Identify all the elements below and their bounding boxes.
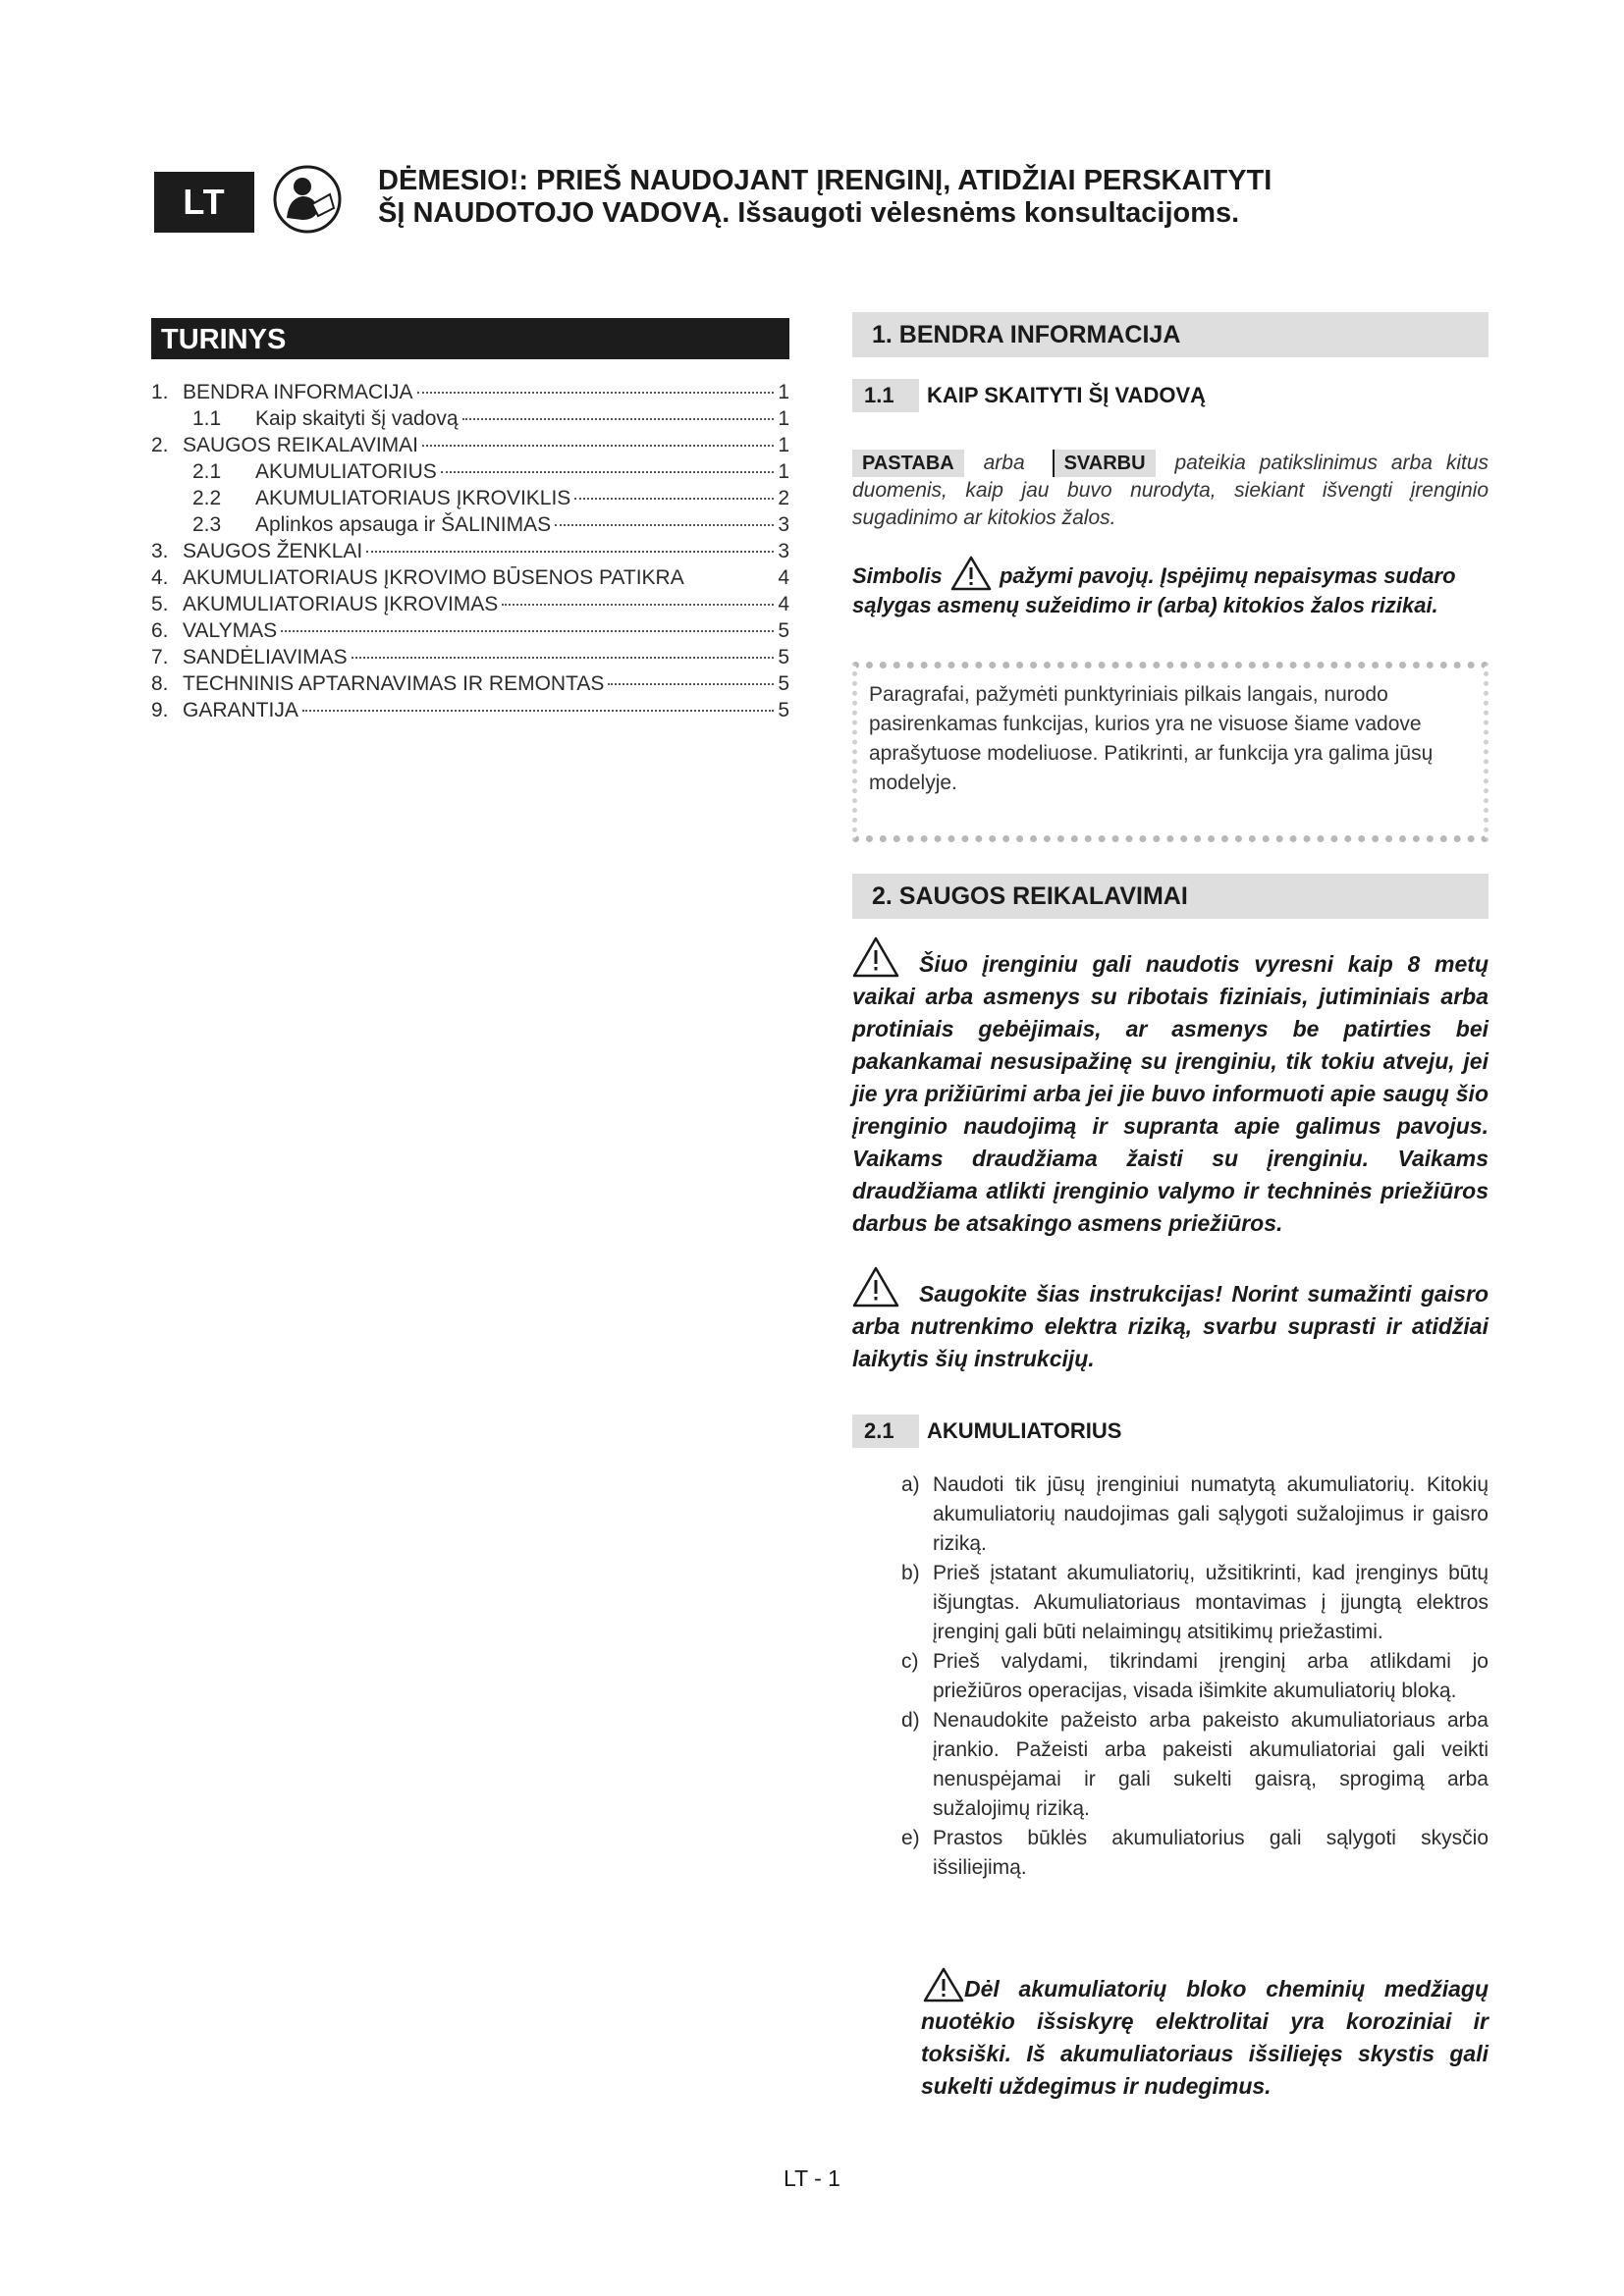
- list-item-letter: d): [901, 1709, 920, 1732]
- toc-item[interactable]: [151, 434, 789, 460]
- note-text: pateikia patikslinimus arba kitus duomenis, kaip jau buvo nurodyta, siekiant išvengti įrenginio sugadinimo ar kitokios žalos.: [852, 452, 1489, 529]
- toc-item-label: GARANTIJA: [183, 699, 298, 721]
- list-item-text: Nenaudokite pažeisto arba pakeisto akumuliatoriaus arba įrankio. Pažeisti arba pakeisti akumuliatoriai gali veikti nenuspėjamai ir gali sukelti gaisrą, sprogimą arba sužalojimų riziką.: [933, 1709, 1489, 1820]
- list-item-letter: c): [901, 1650, 919, 1673]
- toc-item[interactable]: [151, 619, 789, 646]
- symbol-paragraph: [852, 556, 1489, 620]
- subsection-1-1-heading: [852, 379, 1206, 412]
- warning-children-text: Šiuo įrenginiu gali naudotis vyresni kaip 8 metų vaikai arba asmenys su ribotais fiziniais, jutiminiais arba protiniais gebėjimais, ar asmenys be patirties bei pakankamai nesusipažinę su įrenginiu, tik tokiu atveju, jei jie yra prižiūrimi arba jei jie buvo informuoti apie saugų šio įrenginio naudojimą ir supranta apie galimus pavojus. Vaikams draudžiama žaisti su įrenginiu. Vaikams draudžiama atlikti įrenginio valymo ir techninės priežiūros darbus be atsakingo asmens priežiūros.: [852, 951, 1489, 1236]
- toc-item-number: 8.: [151, 672, 169, 695]
- warning-paragraph-instructions: [852, 1266, 1489, 1375]
- toc-leader-dots: [281, 630, 774, 632]
- battery-rules-list: [901, 1470, 1489, 1883]
- toc-item-number: 7.: [151, 646, 169, 668]
- header-title-line1: DĖMESIO!: PRIEŠ NAUDOJANT ĮRENGINĮ, ATIDŽIAI PERSKAITYTI: [378, 165, 1272, 196]
- toc-item[interactable]: [151, 672, 789, 699]
- toc-item-label: BENDRA INFORMACIJA: [183, 381, 413, 403]
- note-word-or: arba: [983, 452, 1025, 474]
- toc-item-label: SAUGOS ŽENKLAI: [183, 540, 363, 562]
- toc-item-label: AKUMULIATORIAUS ĮKROVIMO BŪSENOS PATIKRA: [183, 566, 684, 589]
- toc-item-label: TECHNINIS APTARNAVIMAS IR REMONTAS: [183, 672, 605, 695]
- toc-item[interactable]: [151, 487, 789, 513]
- toc-leader-dots: [555, 524, 774, 526]
- toc-item-page: 5: [778, 646, 789, 668]
- toc-item-page: 1: [778, 381, 789, 403]
- toc-item-page: 4: [778, 566, 789, 589]
- list-item-letter: e): [901, 1827, 920, 1849]
- toc-item[interactable]: [151, 566, 789, 593]
- warning-instructions-text: Saugokite šias instrukcijas! Norint sumažinti gaisro arba nutrenkimo elektra riziką, svarbu suprasti ir atidžiai laikytis šių instrukcijų.: [852, 1281, 1489, 1371]
- list-item: [901, 1559, 1489, 1647]
- toc-item-label: AKUMULIATORIAUS ĮKROVIMAS: [183, 593, 499, 615]
- toc-item-label: VALYMAS: [183, 619, 278, 642]
- toc-leader-dots: [417, 392, 775, 394]
- toc-leader-dots: [608, 683, 774, 685]
- toc-leader-dots: [574, 498, 774, 500]
- toc-item-number: 6.: [151, 619, 169, 642]
- list-item: [901, 1706, 1489, 1824]
- toc-leader-dots: [422, 445, 774, 447]
- list-item: [901, 1470, 1489, 1559]
- toc-item[interactable]: [151, 540, 789, 566]
- toc-item-page: 4: [778, 593, 789, 615]
- chemical-warning-paragraph: [921, 1967, 1489, 2103]
- toc-item-number: 5.: [151, 593, 169, 615]
- subsection-number: 2.1: [852, 1415, 919, 1448]
- warning-triangle-icon: [923, 1967, 964, 2002]
- subsection-title: KAIP SKAITYTI ŠĮ VADOVĄ: [927, 383, 1207, 407]
- warning-paragraph-children: [852, 936, 1489, 1240]
- page-number: LT - 1: [784, 2165, 840, 2191]
- toc-leader-dots: [366, 551, 774, 553]
- warning-triangle-icon: [950, 556, 992, 591]
- toc-item-number: 2.: [151, 434, 169, 456]
- toc-item-label: Kaip skaityti šį vadovą: [255, 407, 459, 430]
- toc-item-number: 4.: [151, 566, 169, 589]
- read-manual-icon: [273, 165, 342, 234]
- toc-leader-dots: [352, 657, 775, 659]
- list-item-text: Prieš valydami, tikrindami įrenginį arba atlikdami jo priežiūros operacijas, visada išimkite akumuliatorių bloką.: [933, 1650, 1489, 1702]
- toc-item-page: 3: [778, 513, 789, 536]
- toc-item[interactable]: [151, 513, 789, 540]
- header-title: [378, 165, 1340, 230]
- toc-item-label: AKUMULIATORIAUS ĮKROVIKLIS: [255, 487, 571, 509]
- note-paragraph: [852, 450, 1489, 532]
- toc-item-label: SANDĖLIAVIMAS: [183, 646, 348, 668]
- symbol-before-text: Simbolis: [852, 563, 943, 588]
- section-2-heading: 2. SAUGOS REIKALAVIMAI: [852, 874, 1489, 919]
- toc-leader-dots: [462, 418, 775, 420]
- toc-item-page: 2: [778, 487, 789, 509]
- header-title-line2: ŠĮ NAUDOTOJO VADOVĄ. Išsaugoti vėlesnėms konsultacijoms.: [378, 197, 1240, 229]
- toc-item-page: 5: [778, 672, 789, 695]
- list-item-letter: b): [901, 1562, 920, 1584]
- toc-item-number: 1.: [151, 381, 169, 403]
- toc-item-number: 1.1: [192, 407, 222, 430]
- subsection-title: AKUMULIATORIUS: [927, 1418, 1122, 1443]
- toc-item[interactable]: [151, 699, 789, 725]
- toc-item-page: 1: [778, 460, 789, 483]
- list-item-text: Prieš įstatant akumuliatorių, užsitikrinti, kad įrenginys būtų išjungtas. Akumuliatoriaus montavimas į įjungtą elektros įrenginį gali būti nelaimingų atsitikimų priežastimi.: [933, 1562, 1489, 1643]
- toc-item[interactable]: [151, 460, 789, 487]
- toc-item-page: 5: [778, 619, 789, 642]
- important-tag: SVARBU: [1053, 450, 1156, 477]
- subsection-number: 1.1: [852, 379, 919, 412]
- warning-triangle-icon: [852, 1266, 899, 1308]
- toc-leader-dots: [441, 471, 775, 473]
- toc-item[interactable]: [151, 407, 789, 434]
- list-item-text: Naudoti tik jūsų įrenginiui numatytą akumuliatorių. Kitokių akumuliatorių naudojimas gali sąlygoti sužalojimus ir gaisro riziką.: [933, 1473, 1489, 1555]
- language-badge: LT: [154, 172, 254, 233]
- table-of-contents: [151, 381, 789, 725]
- toc-item-number: 9.: [151, 699, 169, 721]
- toc-item-label: Aplinkos apsauga ir ŠALINIMAS: [255, 513, 552, 536]
- toc-leader-dots: [502, 604, 774, 606]
- list-item: [901, 1824, 1489, 1883]
- toc-leader-dots: [302, 710, 774, 712]
- list-item: [901, 1647, 1489, 1706]
- toc-item-page: 1: [778, 434, 789, 456]
- toc-item-label: AKUMULIATORIUS: [255, 460, 437, 483]
- toc-item[interactable]: [151, 646, 789, 672]
- optional-feature-box: [852, 662, 1489, 842]
- toc-item-number: 2.3: [192, 513, 222, 536]
- toc-heading: TURINYS: [151, 318, 789, 359]
- note-tag: PASTABA: [852, 450, 964, 477]
- toc-item-page: 5: [778, 699, 789, 721]
- section-1-heading: 1. BENDRA INFORMACIJA: [852, 312, 1489, 357]
- symbol-after-text: pažymi pavojų. Įspėjimų nepaisymas sudaro sąlygas asmenų sužeidimo ir (arba) kitokios žalos rizikai.: [852, 563, 1456, 617]
- toc-item-number: 2.2: [192, 487, 222, 509]
- warning-triangle-icon: [852, 936, 899, 978]
- toc-item[interactable]: [151, 381, 789, 407]
- toc-item-page: 3: [778, 540, 789, 562]
- toc-item[interactable]: [151, 593, 789, 619]
- subsection-2-1-heading: [852, 1415, 1121, 1448]
- list-item-text: Prastos būklės akumuliatorius gali sąlygoti skysčio išsiliejimą.: [933, 1827, 1489, 1879]
- toc-item-number: 3.: [151, 540, 169, 562]
- optional-feature-text: Paragrafai, pažymėti punktyriniais pilkais langais, nurodo pasirenkamas funkcijas, kurios yra ne visuose šiame vadove aprašytuose modeliuose. Patikrinti, ar funkcija yra galima jūsų modelyje.: [869, 683, 1434, 794]
- toc-item-page: 1: [778, 407, 789, 430]
- toc-item-label: SAUGOS REIKALAVIMAI: [183, 434, 419, 456]
- chemical-warning-text: Dėl akumuliatorių bloko cheminių medžiagų nuotėkio išsiskyrę elektrolitai yra koroziniai ir toksiški. Iš akumuliatoriaus išsiliejęs skystis gali sukelti uždegimus ir nudegimus.: [921, 1976, 1489, 2099]
- list-item-letter: a): [901, 1473, 920, 1496]
- toc-item-number: 2.1: [192, 460, 222, 483]
- toc-leader-dots: [688, 578, 775, 579]
